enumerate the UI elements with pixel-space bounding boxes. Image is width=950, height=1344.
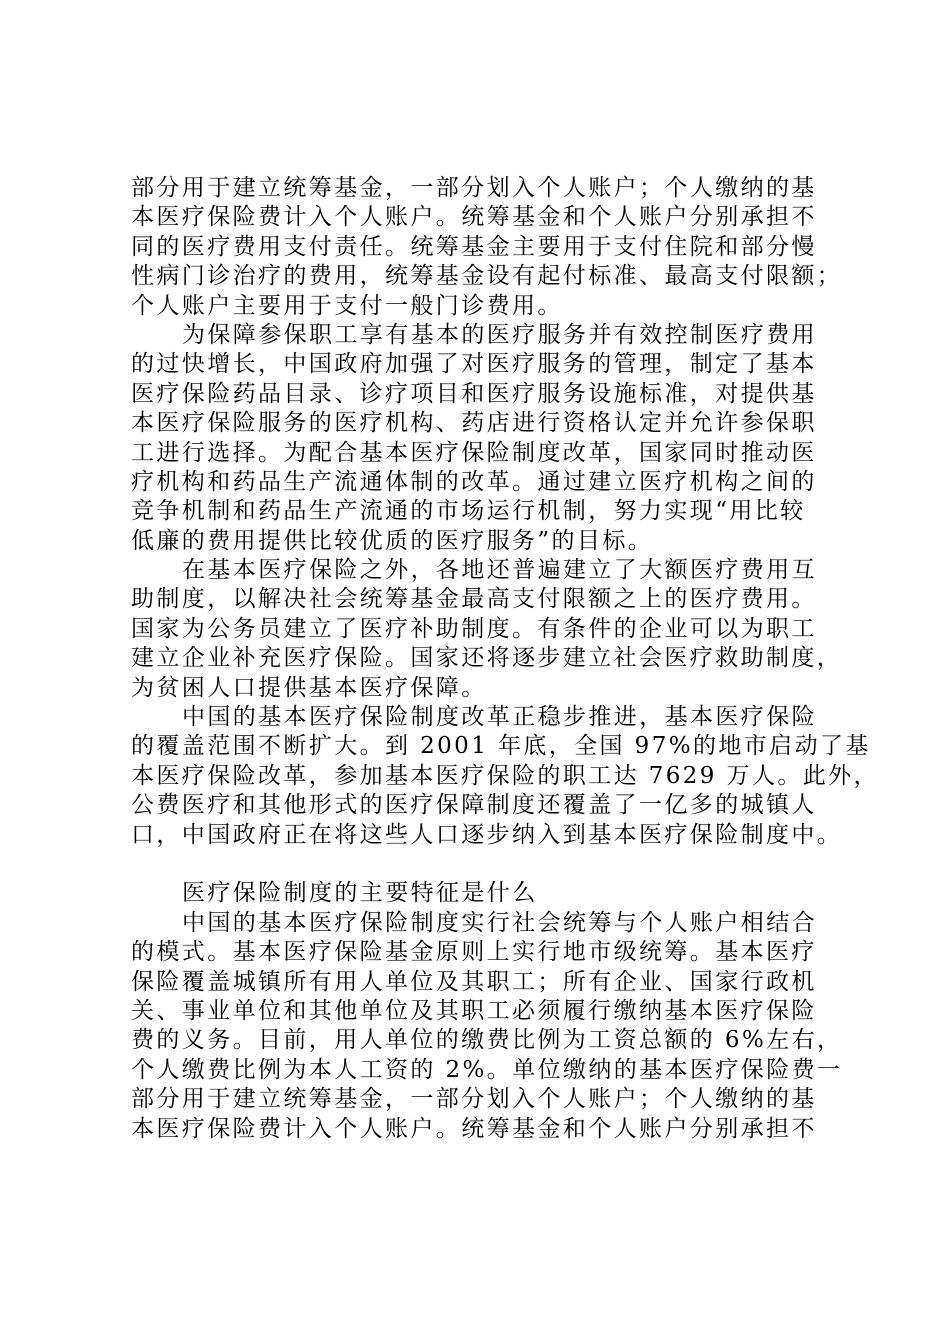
text-line: 医疗保险药品目录、诊疗项目和医疗服务设施标准，对提供基	[131, 380, 817, 407]
text-line: 助制度，以解决社会统筹基金最高支付限额之上的医疗费用。	[131, 586, 817, 613]
text-line: 本医疗保险费计入个人账户。统筹基金和个人账户分别承担不	[131, 1115, 817, 1142]
text-line: 的覆盖范围不断扩大。到 2001 年底，全国 97%的地市启动了基	[131, 733, 871, 760]
blank-line	[131, 850, 851, 879]
text-line: 本医疗保险费计入个人账户。统筹基金和个人账户分别承担不	[131, 204, 817, 231]
text-line: 工进行选择。为配合基本医疗保险制度改革，国家同时推动医	[131, 439, 817, 466]
text-line: 公费医疗和其他形式的医疗保障制度还覆盖了一亿多的城镇人	[131, 792, 817, 819]
document-body	[131, 174, 879, 1144]
text-line: 为贫困人口提供基本医疗保障。	[131, 674, 487, 701]
text-line: 本医疗保险服务的医疗机构、药店进行资格认定并允许参保职	[131, 410, 817, 437]
text-line: 费的义务。目前，用人单位的缴费比例为工资总额的 6%左右，	[131, 1027, 843, 1054]
paragraph-first-line: 中国的基本医疗保险制度改革正稳步推进，基本医疗保险	[182, 704, 817, 731]
text-line: 疗机构和药品生产流通体制的改革。通过建立医疗机构之间的	[131, 468, 817, 495]
text-line: 个人账户主要用于支付一般门诊费用。	[131, 292, 563, 319]
paragraph-first-line: 中国的基本医疗保险制度实行社会统筹与个人账户相结合	[182, 909, 817, 936]
text-line: 国家为公务员建立了医疗补助制度。有条件的企业可以为职工	[131, 615, 817, 642]
paragraph-first-line: 为保障参保职工享有基本的医疗服务并有效控制医疗费用	[182, 321, 817, 348]
paragraph-first-line: 在基本医疗保险之外，各地还普遍建立了大额医疗费用互	[182, 557, 817, 584]
text-line: 部分用于建立统筹基金，一部分划入个人账户；个人缴纳的基	[131, 175, 817, 201]
text-line: 部分用于建立统筹基金，一部分划入个人账户；个人缴纳的基	[131, 1086, 817, 1113]
text-line: 同的医疗费用支付责任。统筹基金主要用于支付住院和部分慢	[131, 233, 817, 260]
text-line: 建立企业补充医疗保险。国家还将逐步建立社会医疗救助制度，	[131, 645, 843, 672]
text-line: 的模式。基本医疗保险基金原则上实行地市级统筹。基本医疗	[131, 939, 817, 966]
text-line: 的过快增长，中国政府加强了对医疗服务的管理，制定了基本	[131, 351, 817, 378]
text-line: 个人缴费比例为本人工资的 2%。单位缴纳的基本医疗保险费一	[131, 1056, 843, 1083]
text-line: 保险覆盖城镇所有用人单位及其职工；所有企业、国家行政机	[131, 968, 817, 995]
text-line: 关、事业单位和其他单位及其职工必须履行缴纳基本医疗保险	[131, 997, 817, 1024]
section-heading: 医疗保险制度的主要特征是什么	[182, 880, 538, 907]
text-line: 口，中国政府正在将这些人口逐步纳入到基本医疗保险制度中。	[131, 821, 843, 848]
text-line: 性病门诊治疗的费用，统筹基金设有起付标准、最高支付限额；	[131, 263, 843, 290]
text-line: 本医疗保险改革，参加基本医疗保险的职工达 7629 万人。此外，	[131, 762, 879, 789]
text-line: 低廉的费用提供比较优质的医疗服务”的目标。	[131, 527, 654, 554]
text-line: 竞争机制和药品生产流通的市场运行机制，努力实现“用比较	[131, 498, 806, 525]
